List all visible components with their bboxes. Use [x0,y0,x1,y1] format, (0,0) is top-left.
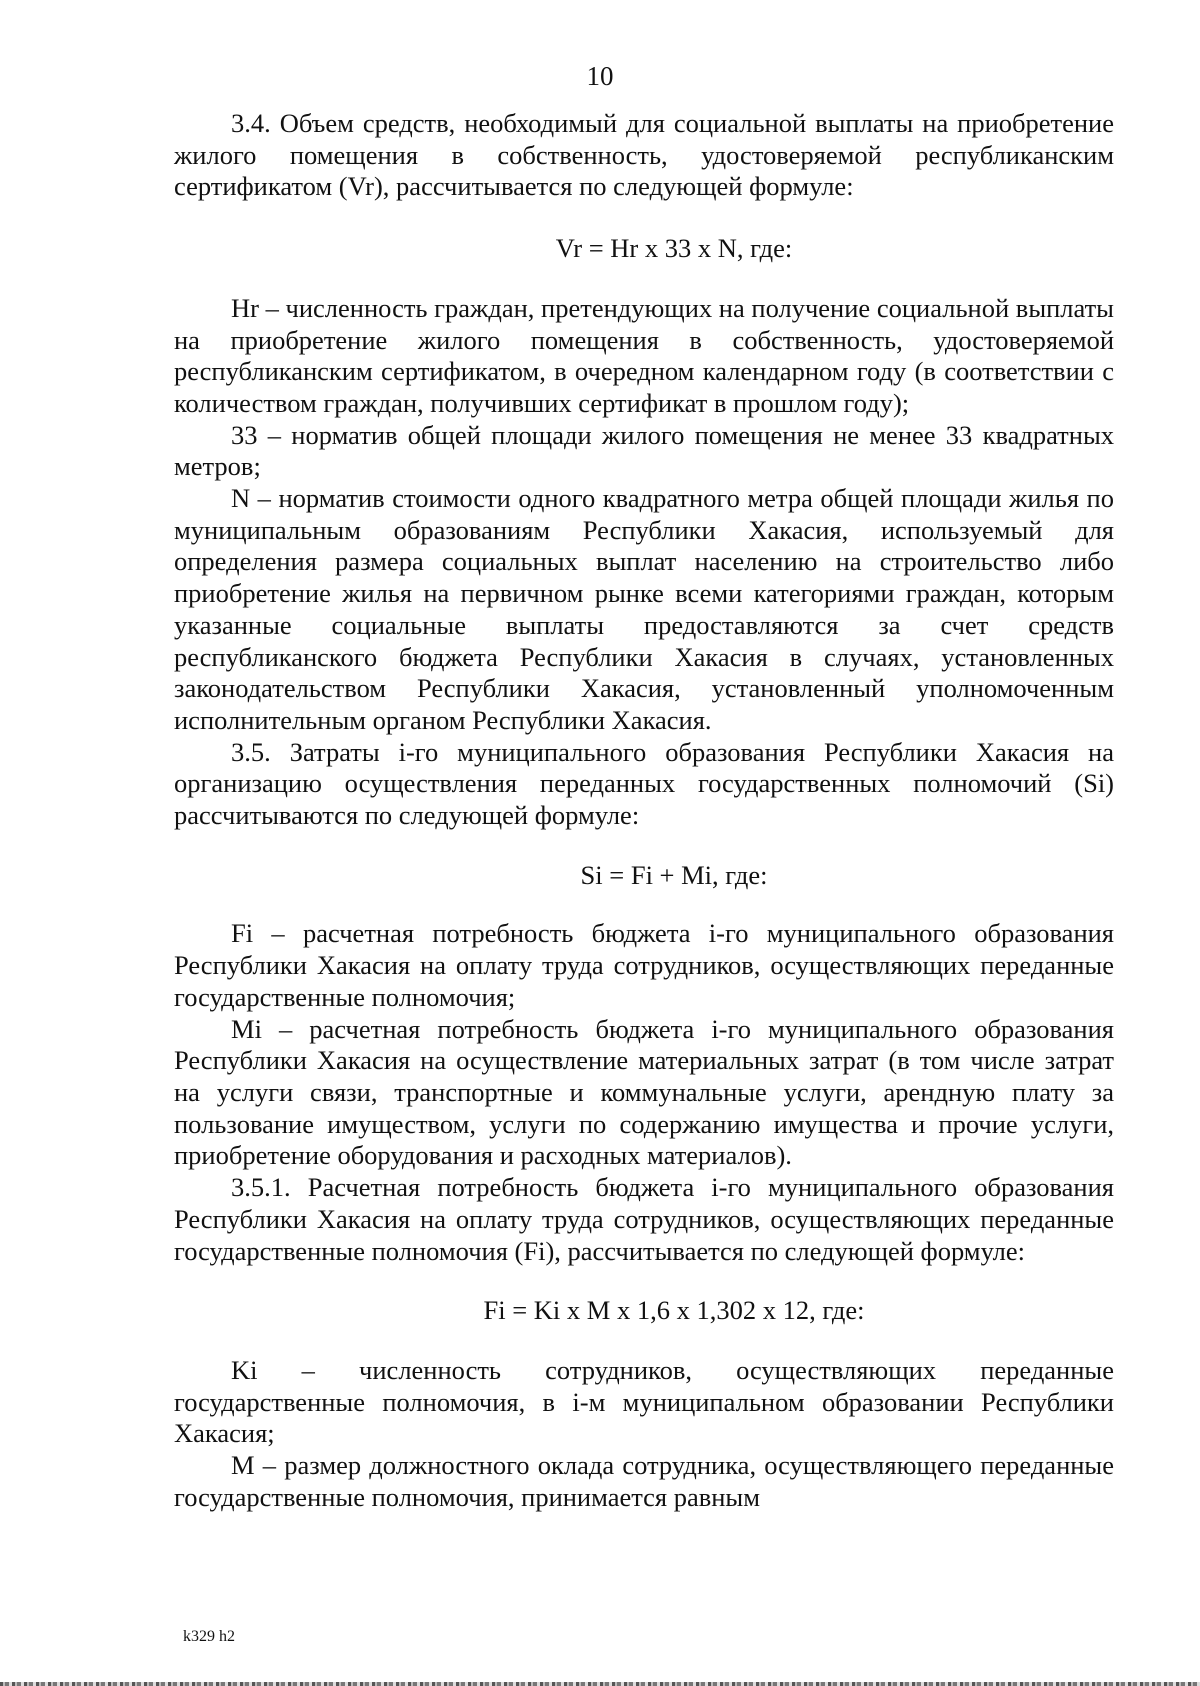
paragraph-3-5-1: 3.5.1. Расчетная потребность бюджета i-го муниципального образования Республики Хакасия на оплату труда сотрудников, осуществляющих переданные государственные полномочия (Fi), рассчитывается по следующей формуле: [174,1172,1114,1266]
paragraph-33-definition: 33 – норматив общей площади жилого помещения не менее 33 квадратных метров; [174,419,1114,482]
paragraph-m-definition: M – размер должностного оклада сотрудника, осуществляющего переданные государственные полномочия, принимается равным [174,1450,1114,1512]
scan-edge [0,1682,1200,1686]
document-code: k329 h2 [183,1628,235,1645]
formula-vr: Vr = Hr х 33 х N, где: [555,233,793,264]
formula-si: Si = Fi + Mi, где: [580,859,768,890]
paragraph-hr-definition: Hr – численность граждан, претендующих на получение социальной выплаты на приобретение жилого помещения в собственность, удостоверяемой республиканским сертификатом, в очередном календарном году (в соответствии с количеством граждан, получивших сертификат в прошлом году); [174,292,1114,418]
document-body [174,108,1114,1513]
paragraph-fi-definition: Fi – расчетная потребность бюджета i-го муниципального образования Республики Хакасия на оплату труда сотрудников, осуществляющих переданные государственные полномочия; [174,918,1114,1012]
paragraph-n-definition: N – норматив стоимости одного квадратного метра общей площади жилья по муниципальным образованиям Республики Хакасия, используемый для определения размера социальных выплат населению на строительство либо приобретение жилья на первичном рынке всеми категориями граждан, которым указанные социальные выплаты предоставляются за счет средств республиканского бюджета Республики Хакасия в случаях, установленных законодательством Республики Хакасия, установленный уполномоченным исполнительным органом Республики Хакасия. [174,483,1114,735]
formula-fi: Fi = Ki х M х 1,6 х 1,302 х 12, где: [483,1295,865,1326]
paragraph-3-5: 3.5. Затраты i-го муниципального образования Республики Хакасия на организацию осуществления переданных государственных полномочий (Si) рассчитываются по следующей формуле: [174,736,1114,831]
paragraph-mi-definition: Mi – расчетная потребность бюджета i-го муниципального образования Республики Хакасия на осуществление материальных затрат (в том числе затрат на услуги связи, транспортные и коммунальные услуги, арендную плату за пользование имуществом, услуги по содержанию имущества и прочие услуги, приобретение оборудования и расходных материалов). [174,1013,1114,1171]
paragraph-ki-definition: Ki – численность сотрудников, осуществляющих переданные государственные полномочия, в i-м муниципальном образовании Республики Хакасия; [174,1354,1114,1449]
page-number: 10 [586,61,614,91]
paragraph-3-4: 3.4. Объем средств, необходимый для социальной выплаты на приобретение жилого помещения в собственность, удостоверяемой республиканским сертификатом (Vr), рассчитывается по следующей формуле: [174,108,1114,202]
